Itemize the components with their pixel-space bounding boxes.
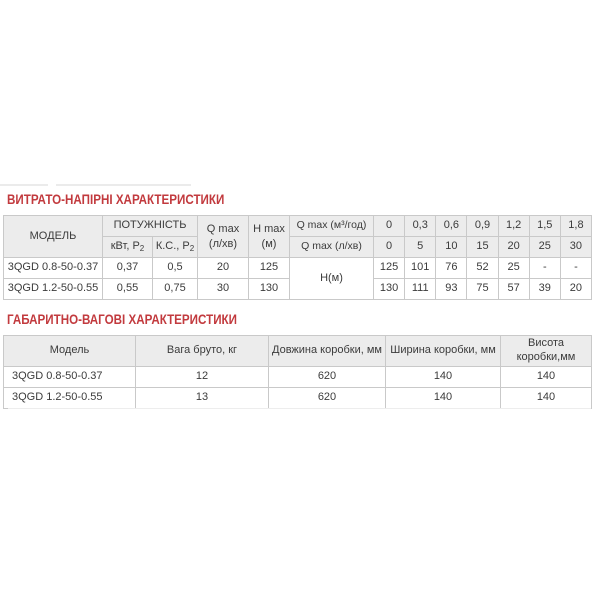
flow-head-table: [3, 215, 592, 300]
cell-h-value: 52: [467, 258, 498, 279]
cell-h-value: 101: [405, 258, 436, 279]
cell-kw: 0,37: [103, 258, 153, 279]
col-header-hp: [153, 237, 198, 258]
cell-h-value: 25: [498, 258, 529, 279]
row-header-qmax-l: Q max (л/хв): [290, 237, 374, 258]
cell-box-height: 140: [501, 367, 592, 388]
table-row: [4, 388, 592, 409]
table-header-row: [4, 336, 592, 367]
cell-hmax: 130: [249, 279, 290, 300]
cell-h-value: 75: [467, 279, 498, 300]
col-header-weight: Вага бруто, кг: [136, 336, 269, 367]
cell-box-length: 620: [269, 388, 386, 409]
divider: [8, 408, 591, 409]
cell-h-value: 20: [560, 279, 591, 300]
col-header-power: ПОТУЖНІСТЬ: [103, 216, 198, 237]
qmax-l-value: 30: [560, 237, 591, 258]
cell-h-value: 125: [374, 258, 405, 279]
qmax-m3-value: 1,8: [560, 216, 591, 237]
qmax-l-value: 0: [374, 237, 405, 258]
qmax-l-value: 10: [436, 237, 467, 258]
qmax-m3-value: 0: [374, 216, 405, 237]
cell-h-value: 111: [405, 279, 436, 300]
cell-box-width: 140: [386, 388, 501, 409]
cell-hmax: 125: [249, 258, 290, 279]
cell-kw: 0,55: [103, 279, 153, 300]
kw-subscript: 2: [139, 244, 145, 253]
dimensions-weight-table: [3, 335, 592, 409]
kw-label: кВт, P: [110, 240, 140, 252]
cell-model: 3QGD 0.8-50-0.37: [4, 258, 103, 279]
col-header-kw: [103, 237, 153, 258]
cell-box-width: 140: [386, 367, 501, 388]
decorative-bar: [56, 184, 191, 186]
section-title-dimensions: ГАБАРИТНО-ВАГОВІ ХАРАКТЕРИСТИКИ: [7, 312, 237, 327]
col-header-qmax-line2: (л/хв): [208, 237, 238, 250]
table-row: [4, 258, 592, 279]
cell-model: 3QGD 0.8-50-0.37: [4, 367, 136, 388]
col-header-model: МОДЕЛЬ: [4, 216, 103, 258]
cell-h-label: H(м): [290, 258, 374, 300]
qmax-m3-value: 0,6: [436, 216, 467, 237]
cell-h-value: 57: [498, 279, 529, 300]
hp-label: К.С., P: [155, 240, 190, 252]
cell-box-length: 620: [269, 367, 386, 388]
cell-h-value: 130: [374, 279, 405, 300]
cell-box-height: 140: [501, 388, 592, 409]
qmax-m3-value: 1,5: [529, 216, 560, 237]
col-header-box-height: Висота коробки,мм: [501, 336, 592, 367]
hp-subscript: 2: [189, 244, 195, 253]
col-header-qmax: [198, 216, 249, 258]
col-header-qmax-line1: Q max: [206, 223, 240, 236]
col-header-box-length: Довжина коробки, мм: [269, 336, 386, 367]
flow-head-section: [3, 192, 592, 300]
col-header-model: Модель: [4, 336, 136, 367]
qmax-l-value: 5: [405, 237, 436, 258]
cell-model: 3QGD 1.2-50-0.55: [4, 279, 103, 300]
cell-model: 3QGD 1.2-50-0.55: [4, 388, 136, 409]
section-title-flow-head: ВИТРАТО-НАПІРНІ ХАРАКТЕРИСТИКИ: [7, 192, 225, 207]
cell-h-value: 93: [436, 279, 467, 300]
qmax-l-value: 20: [498, 237, 529, 258]
col-header-hmax-line1: H max: [253, 223, 285, 236]
col-header-box-width: Ширина коробки, мм: [386, 336, 501, 367]
dimensions-weight-section: [3, 312, 592, 409]
cell-h-value: -: [560, 258, 591, 279]
qmax-m3-value: 1,2: [498, 216, 529, 237]
cell-h-value: 39: [529, 279, 560, 300]
decorative-bar: [0, 184, 48, 186]
cell-h-value: -: [529, 258, 560, 279]
cell-hp: 0,75: [153, 279, 198, 300]
table-row: [4, 367, 592, 388]
cell-hp: 0,5: [153, 258, 198, 279]
cell-weight: 13: [136, 388, 269, 409]
qmax-m3-value: 0,3: [405, 216, 436, 237]
qmax-l-value: 15: [467, 237, 498, 258]
col-header-hmax: [249, 216, 290, 258]
table-header-row-1: [4, 216, 592, 237]
qmax-m3-value: 0,9: [467, 216, 498, 237]
qmax-l-value: 25: [529, 237, 560, 258]
cell-qmax: 30: [198, 279, 249, 300]
cell-qmax: 20: [198, 258, 249, 279]
cell-weight: 12: [136, 367, 269, 388]
cell-h-value: 76: [436, 258, 467, 279]
row-header-qmax-m3: Q max (м³/год): [290, 216, 374, 237]
col-header-hmax-line2: (м): [261, 237, 277, 250]
